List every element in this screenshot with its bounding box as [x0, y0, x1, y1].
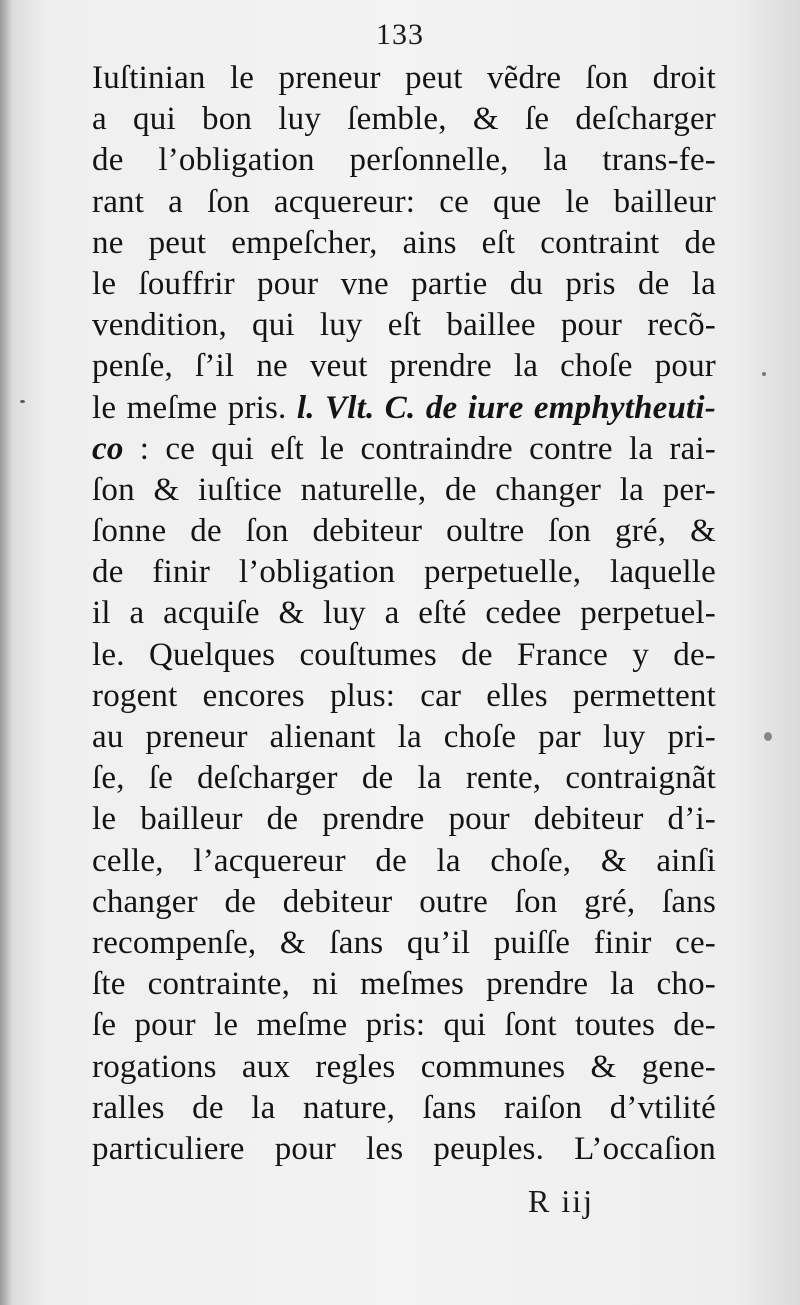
line-text: au preneur alienant la choſe par luy pri- [92, 719, 716, 755]
line-text: changer de debiteur outre ſon gré, ſans [92, 883, 716, 920]
text-line [92, 923, 716, 964]
line-text: ne peut empeſcher, ains eſt contraint de [92, 224, 716, 261]
line-text: il a acquiſe & luy a eſté cedee perpetuel- [92, 595, 716, 632]
body-text [92, 58, 716, 1170]
text-line [92, 346, 716, 387]
paper-speck [764, 732, 772, 741]
line-text: le ſouffrir pour vne partie du pris de la [92, 265, 716, 302]
line-text: celle, l’acquereur de la choſe, & ainſi [92, 842, 716, 879]
text-line [92, 223, 716, 264]
line-text: Iuſtinian le preneur peut vẽdre ſon droit [92, 60, 716, 96]
line-text: ſe, ſe deſcharger de la rente, contraignãt [92, 760, 716, 797]
text-line [92, 552, 716, 593]
text-line [92, 593, 716, 634]
text-line [92, 99, 716, 140]
line-text: ſonne de ſon debiteur oultre ſon gré, & [92, 513, 716, 550]
line-text: : ce qui eſt le contraindre contre la rai- [123, 430, 716, 467]
text-line [92, 264, 716, 305]
line-text: ralles de la nature, ſans raiſon d’vtilité [92, 1089, 716, 1126]
text-line [92, 305, 716, 346]
line-text: penſe, ſ’il ne veut prendre la choſe pour [92, 348, 716, 385]
text-line [92, 1005, 716, 1046]
line-text: le. Quelques couſtumes de France y de- [92, 636, 716, 673]
line-text: vendition, qui luy eſt baillee pour recõ- [92, 307, 716, 344]
text-line [92, 58, 716, 99]
paper-speck [20, 400, 25, 403]
line-text: le meſme pris. [92, 389, 297, 426]
line-text: recompenſe, & ſans qu’il puiſſe finir ce- [92, 924, 716, 961]
line-text: ſon & iuſtice naturelle, de changer la per- [92, 471, 716, 508]
page-edge-shadow [0, 0, 12, 1305]
citation-text: l. Vlt. C. de iure emphytheuti- [296, 389, 716, 426]
paper-speck [762, 372, 766, 376]
page-number: 133 [376, 18, 424, 51]
text-line [92, 182, 716, 223]
line-text: rogations aux regles communes & gene- [92, 1048, 716, 1085]
citation-text: co [92, 430, 124, 467]
text-line [92, 429, 716, 470]
line-text: de finir l’obligation perpetuelle, laquelle [92, 554, 716, 591]
line-text: rant a ſon acquereur: ce que le bailleur [92, 183, 716, 220]
text-line [92, 964, 716, 1005]
text-line [92, 1047, 716, 1088]
text-line [92, 799, 716, 840]
line-text: ſe pour le meſme pris: qui ſont toutes de- [92, 1007, 716, 1044]
text-line [92, 1129, 716, 1170]
text-line [92, 717, 716, 758]
text-line [92, 140, 716, 181]
text-line [92, 1088, 716, 1129]
line-text: le bailleur de prendre pour debiteur d’i- [92, 801, 716, 838]
line-text: ſte contrainte, ni meſmes prendre la cho- [92, 966, 716, 1003]
signature-mark: R iij [528, 1183, 595, 1219]
line-text: de l’obligation perſonnelle, la trans-fe- [92, 142, 716, 179]
text-line [92, 841, 716, 882]
text-line [92, 470, 716, 511]
line-text: a qui bon luy ſemble, & ſe deſcharger [92, 101, 716, 138]
text-line [92, 511, 716, 552]
line-text: rogent encores plus: car elles permettent [92, 677, 716, 714]
text-line [92, 635, 716, 676]
text-line [92, 758, 716, 799]
text-line [92, 882, 716, 923]
line-text: particuliere pour les peuples. L’occaſion [92, 1130, 716, 1167]
text-line [92, 388, 716, 429]
text-line [92, 676, 716, 717]
